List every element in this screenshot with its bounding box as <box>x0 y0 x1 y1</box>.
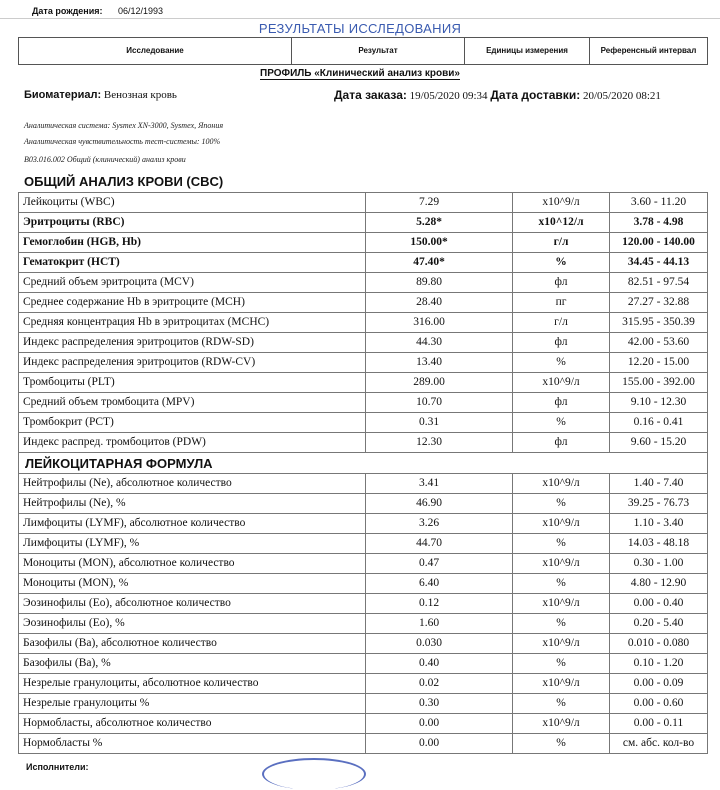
section-diff-title: ЛЕЙКОЦИТАРНАЯ ФОРМУЛА <box>19 453 708 474</box>
unit: % <box>513 413 610 433</box>
table-row <box>19 654 708 674</box>
biomaterial <box>24 89 177 101</box>
test-name: Средний объем тромбоцита (MPV) <box>19 393 366 413</box>
table-row <box>19 494 708 514</box>
result-value: 5.28* <box>366 213 513 233</box>
table-row <box>19 273 708 293</box>
test-name: Тромбокрит (PCT) <box>19 413 366 433</box>
unit: % <box>513 253 610 273</box>
table-row <box>19 193 708 213</box>
reference-range: 14.03 - 48.18 <box>610 534 708 554</box>
result-value: 44.30 <box>366 333 513 353</box>
reference-range: 0.00 - 0.09 <box>610 674 708 694</box>
result-value: 289.00 <box>366 373 513 393</box>
performers-label: Исполнители: <box>26 762 89 772</box>
col-header-result: Результат <box>292 38 465 65</box>
dob-line <box>32 6 164 16</box>
result-value: 10.70 <box>366 393 513 413</box>
reference-range: 9.60 - 15.20 <box>610 433 708 453</box>
section-cbc-title: ОБЩИЙ АНАЛИЗ КРОВИ (CBC) <box>24 174 224 189</box>
test-name: Лимфоциты (LYMF), абсолютное количество <box>19 514 366 534</box>
table-row <box>19 714 708 734</box>
unit: % <box>513 734 610 754</box>
profile-title <box>0 68 720 79</box>
table-row <box>19 474 708 494</box>
result-value: 0.12 <box>366 594 513 614</box>
col-header-units: Единицы измерения <box>465 38 590 65</box>
reference-range: 0.00 - 0.40 <box>610 594 708 614</box>
result-value: 0.030 <box>366 634 513 654</box>
table-row <box>19 594 708 614</box>
table-row <box>19 373 708 393</box>
result-value: 12.30 <box>366 433 513 453</box>
result-value: 0.02 <box>366 674 513 694</box>
table-row <box>19 514 708 534</box>
biomaterial-label: Биоматериал: <box>24 89 102 101</box>
reference-range: 39.25 - 76.73 <box>610 494 708 514</box>
test-name: Индекс распределения эритроцитов (RDW-CV) <box>19 353 366 373</box>
result-value: 46.90 <box>366 494 513 514</box>
reference-range: 4.80 - 12.90 <box>610 574 708 594</box>
table-row <box>19 674 708 694</box>
table-row <box>19 614 708 634</box>
result-value: 0.30 <box>366 694 513 714</box>
table-row <box>19 293 708 313</box>
table-row <box>19 433 708 453</box>
unit: % <box>513 534 610 554</box>
results-table <box>18 192 708 754</box>
unit: x10^9/л <box>513 634 610 654</box>
result-value: 1.60 <box>366 614 513 634</box>
test-name: Гематокрит (HCT) <box>19 253 366 273</box>
biomaterial-value: Венозная кровь <box>103 89 177 101</box>
test-name: Эритроциты (RBC) <box>19 213 366 233</box>
reference-range: 155.00 - 392.00 <box>610 373 708 393</box>
reference-range: 0.20 - 5.40 <box>610 614 708 634</box>
reference-range: 82.51 - 97.54 <box>610 273 708 293</box>
table-row <box>19 353 708 373</box>
result-value: 89.80 <box>366 273 513 293</box>
table-row <box>19 554 708 574</box>
reference-range: 0.16 - 0.41 <box>610 413 708 433</box>
unit: пг <box>513 293 610 313</box>
table-row <box>19 694 708 714</box>
unit: x10^9/л <box>513 674 610 694</box>
unit: фл <box>513 333 610 353</box>
unit: г/л <box>513 313 610 333</box>
result-value: 316.00 <box>366 313 513 333</box>
col-header-test: Исследование <box>19 38 292 65</box>
result-value: 0.47 <box>366 554 513 574</box>
table-row <box>19 233 708 253</box>
table-row <box>19 213 708 233</box>
test-name: Среднее содержание Hb в эритроците (MCH) <box>19 293 366 313</box>
test-name: Базофилы (Ba), % <box>19 654 366 674</box>
unit: x10^9/л <box>513 714 610 734</box>
test-name: Индекс распределения эритроцитов (RDW-SD) <box>19 333 366 353</box>
unit: % <box>513 694 610 714</box>
results-header <box>18 37 708 65</box>
result-value: 0.00 <box>366 714 513 734</box>
test-name: Нейтрофилы (Ne), абсолютное количество <box>19 474 366 494</box>
test-name: Лимфоциты (LYMF), % <box>19 534 366 554</box>
result-value: 28.40 <box>366 293 513 313</box>
test-name: Базофилы (Ba), абсолютное количество <box>19 634 366 654</box>
delivery-date-label: Дата доставки: <box>490 88 581 102</box>
result-value: 0.31 <box>366 413 513 433</box>
test-name: Моноциты (MON), абсолютное количество <box>19 554 366 574</box>
dob-label: Дата рождения: <box>32 6 103 16</box>
unit: x10^9/л <box>513 193 610 213</box>
reference-range: 0.30 - 1.00 <box>610 554 708 574</box>
unit: % <box>513 654 610 674</box>
reference-range: 1.40 - 7.40 <box>610 474 708 494</box>
delivery-date-value: 20/05/2020 08:21 <box>582 90 661 102</box>
col-header-reference: Референсный интервал <box>590 38 708 65</box>
table-row <box>19 634 708 654</box>
test-name: Нейтрофилы (Ne), % <box>19 494 366 514</box>
reference-range: 3.78 - 4.98 <box>610 213 708 233</box>
result-value: 44.70 <box>366 534 513 554</box>
reference-range: 0.00 - 0.60 <box>610 694 708 714</box>
test-name: Эозинофилы (Eo), % <box>19 614 366 634</box>
unit: фл <box>513 433 610 453</box>
order-date-value: 19/05/2020 09:34 <box>409 90 488 102</box>
reference-range: 315.95 - 350.39 <box>610 313 708 333</box>
page-title: РЕЗУЛЬТАТЫ ИССЛЕДОВАНИЯ <box>258 21 462 36</box>
test-name: Моноциты (MON), % <box>19 574 366 594</box>
table-row <box>19 333 708 353</box>
reference-range: 1.10 - 3.40 <box>610 514 708 534</box>
unit: % <box>513 574 610 594</box>
table-row <box>19 253 708 273</box>
dob-value: 06/12/1993 <box>118 6 164 16</box>
unit: фл <box>513 273 610 293</box>
reference-range: 27.27 - 32.88 <box>610 293 708 313</box>
unit: г/л <box>513 233 610 253</box>
test-name: Тромбоциты (PLT) <box>19 373 366 393</box>
reference-range: 12.20 - 15.00 <box>610 353 708 373</box>
result-value: 150.00* <box>366 233 513 253</box>
unit: % <box>513 353 610 373</box>
unit: x10^9/л <box>513 474 610 494</box>
reference-range: 34.45 - 44.13 <box>610 253 708 273</box>
top-divider <box>0 18 720 19</box>
result-value: 0.00 <box>366 734 513 754</box>
test-name: Нормобласты, абсолютное количество <box>19 714 366 734</box>
test-name: Средний объем эритроцита (MCV) <box>19 273 366 293</box>
result-value: 6.40 <box>366 574 513 594</box>
profile-label: ПРОФИЛЬ «Клинический анализ крови» <box>260 68 460 79</box>
table-row <box>19 393 708 413</box>
result-value: 7.29 <box>366 193 513 213</box>
unit: x10^12/л <box>513 213 610 233</box>
result-value: 47.40* <box>366 253 513 273</box>
analytic-sensitivity: Аналитическая чувствительность тест-системы: 100% <box>24 137 221 146</box>
unit: % <box>513 494 610 514</box>
test-name: Средняя концентрация Hb в эритроцитах (MCHC) <box>19 313 366 333</box>
table-row <box>19 534 708 554</box>
test-name: Эозинофилы (Eo), абсолютное количество <box>19 594 366 614</box>
order-dates <box>334 88 661 102</box>
table-row <box>19 734 708 754</box>
reference-range: см. абс. кол-во <box>610 734 708 754</box>
test-name: Незрелые гранулоциты % <box>19 694 366 714</box>
result-value: 3.26 <box>366 514 513 534</box>
test-name: Гемоглобин (HGB, Hb) <box>19 233 366 253</box>
stamp <box>262 758 366 790</box>
analytic-system: Аналитическая система: Sysmex XN-3000, Sysmex, Япония <box>24 121 224 130</box>
result-value: 3.41 <box>366 474 513 494</box>
unit: x10^9/л <box>513 554 610 574</box>
unit: x10^9/л <box>513 514 610 534</box>
reference-range: 0.00 - 0.11 <box>610 714 708 734</box>
reference-range: 3.60 - 11.20 <box>610 193 708 213</box>
service-code: B03.016.002 Общий (клинический) анализ крови <box>24 155 186 164</box>
table-row <box>19 313 708 333</box>
test-name: Индекс распред. тромбоцитов (PDW) <box>19 433 366 453</box>
result-value: 13.40 <box>366 353 513 373</box>
reference-range: 120.00 - 140.00 <box>610 233 708 253</box>
result-value: 0.40 <box>366 654 513 674</box>
test-name: Лейкоциты (WBC) <box>19 193 366 213</box>
reference-range: 9.10 - 12.30 <box>610 393 708 413</box>
unit: фл <box>513 393 610 413</box>
reference-range: 0.010 - 0.080 <box>610 634 708 654</box>
table-row <box>19 413 708 433</box>
reference-range: 42.00 - 53.60 <box>610 333 708 353</box>
unit: % <box>513 614 610 634</box>
order-date-label: Дата заказа: <box>334 88 407 102</box>
table-row <box>19 574 708 594</box>
reference-range: 0.10 - 1.20 <box>610 654 708 674</box>
unit: x10^9/л <box>513 594 610 614</box>
section-row <box>19 453 708 474</box>
test-name: Незрелые гранулоциты, абсолютное количество <box>19 674 366 694</box>
test-name: Нормобласты % <box>19 734 366 754</box>
unit: x10^9/л <box>513 373 610 393</box>
